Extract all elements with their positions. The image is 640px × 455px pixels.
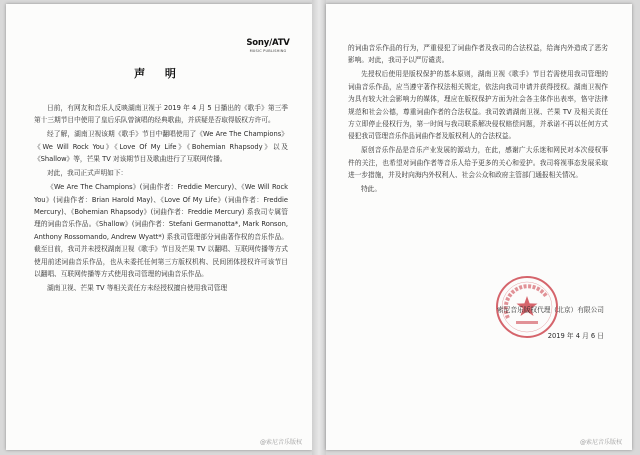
statement-body-left	[34, 102, 288, 296]
statement-body-right	[348, 42, 608, 197]
page-fold	[312, 0, 326, 455]
signature-block	[497, 297, 604, 349]
watermark: @索尼音乐版权	[259, 439, 302, 446]
logo-subtitle: MUSIC PUBLISHING	[249, 49, 287, 53]
paragraph: 先授权后使用是版权保护的基本原则，湖南卫视《歌手》节目若需使用我司管理的词曲音乐作品，应当遵守著作权法相关规定，依法向我司申请并获得授权。湖南卫视作为具有较大社会影响力的媒体，理应在版权保护方面为社会各主体作出表率，恪守法律规范和社会公德，尊重词曲作者的合法权益。我司敦请湖南卫视、芒果 TV 及相关责任方立即停止侵权行为，第一时间与我司联系解决侵权赔偿问题，并承诺不再以任何方式侵犯我司管理音乐作品词曲作者及版权利人的合法权益。	[348, 70, 608, 141]
paragraph: 的词曲音乐作品的行为，严重侵犯了词曲作者及我司的合法权益，给海内外造成了恶劣影响。对此，我司予以严厉谴责。	[348, 44, 608, 65]
paragraph: 日前，有网友和音乐人反映湖南卫视于 2019 年 4 月 5 日播出的《歌手》第三季第十三期节目中使用了皇后乐队曾演唱的经典歌曲，并质疑是否取得版权方许可。	[34, 104, 288, 125]
paragraph: 湖南卫视、芒果 TV 等相关责任方未经授权擅自使用我司管理	[47, 284, 228, 293]
logo-brand: Sony/ATV	[246, 38, 290, 48]
statement-page-left	[6, 4, 312, 450]
signature-company: 索尼音乐版权代理（北京）有限公司	[497, 306, 604, 314]
paragraph: 特此。	[361, 185, 382, 194]
watermark: @索尼音乐版权	[579, 439, 622, 446]
paragraph: 《We Are The Champions》(词曲作者：Freddie Mercury)、《We Will Rock You》(词曲作者：Brian Harold May)、《Love Of My Life》(词曲作者：Freddie Mercury)、《Bohemian Rhapsody》(词曲作者：Freddie Mercury) 系我司专属管理的词曲音乐作品。《Shallow》(词曲作者：Stefani Germanotta*, Mark Ronson, Anthony Rossomando, Andrew Wyatt*) 系我司管理部分词曲著作权的音乐作品。截至目前，我司并未授权湖南卫视《歌手》节目及芒果 TV 以翻唱、互联网传播等方式使用前述词曲音乐作品，也从未委托任何第三方版权机构、民间团体授权许可该节目以翻唱、互联网传播等方式使用我司管理的词曲音乐作品。	[34, 183, 288, 279]
statement-title: 声 明	[134, 67, 184, 80]
signature-date: 2019 年 4 月 6 日	[547, 332, 604, 340]
paragraph: 原创音乐作品是音乐产业发展的源动力，在此，感谢广大乐迷和网民对本次侵权事件的关注，也希望对词曲作者等音乐人给予更多的关心和爱护。我司将视事态发展采取进一步措施，并及时向海内外权利人、社会公众和政府主管部门通报相关情况。	[348, 146, 608, 180]
paragraph: 对此，我司正式声明如下：	[47, 169, 128, 178]
paragraph: 经了解，湖南卫视该期《歌手》节目中翻唱使用了《We Are The Champions》《We Will Rock You》《Love Of My Life》《Bohemian Rhapsody》以及《Shallow》等，芒果 TV 对该期节目及歌曲进行了互联网传播。	[34, 130, 288, 164]
company-logo	[246, 38, 290, 53]
statement-page-right	[326, 4, 632, 450]
